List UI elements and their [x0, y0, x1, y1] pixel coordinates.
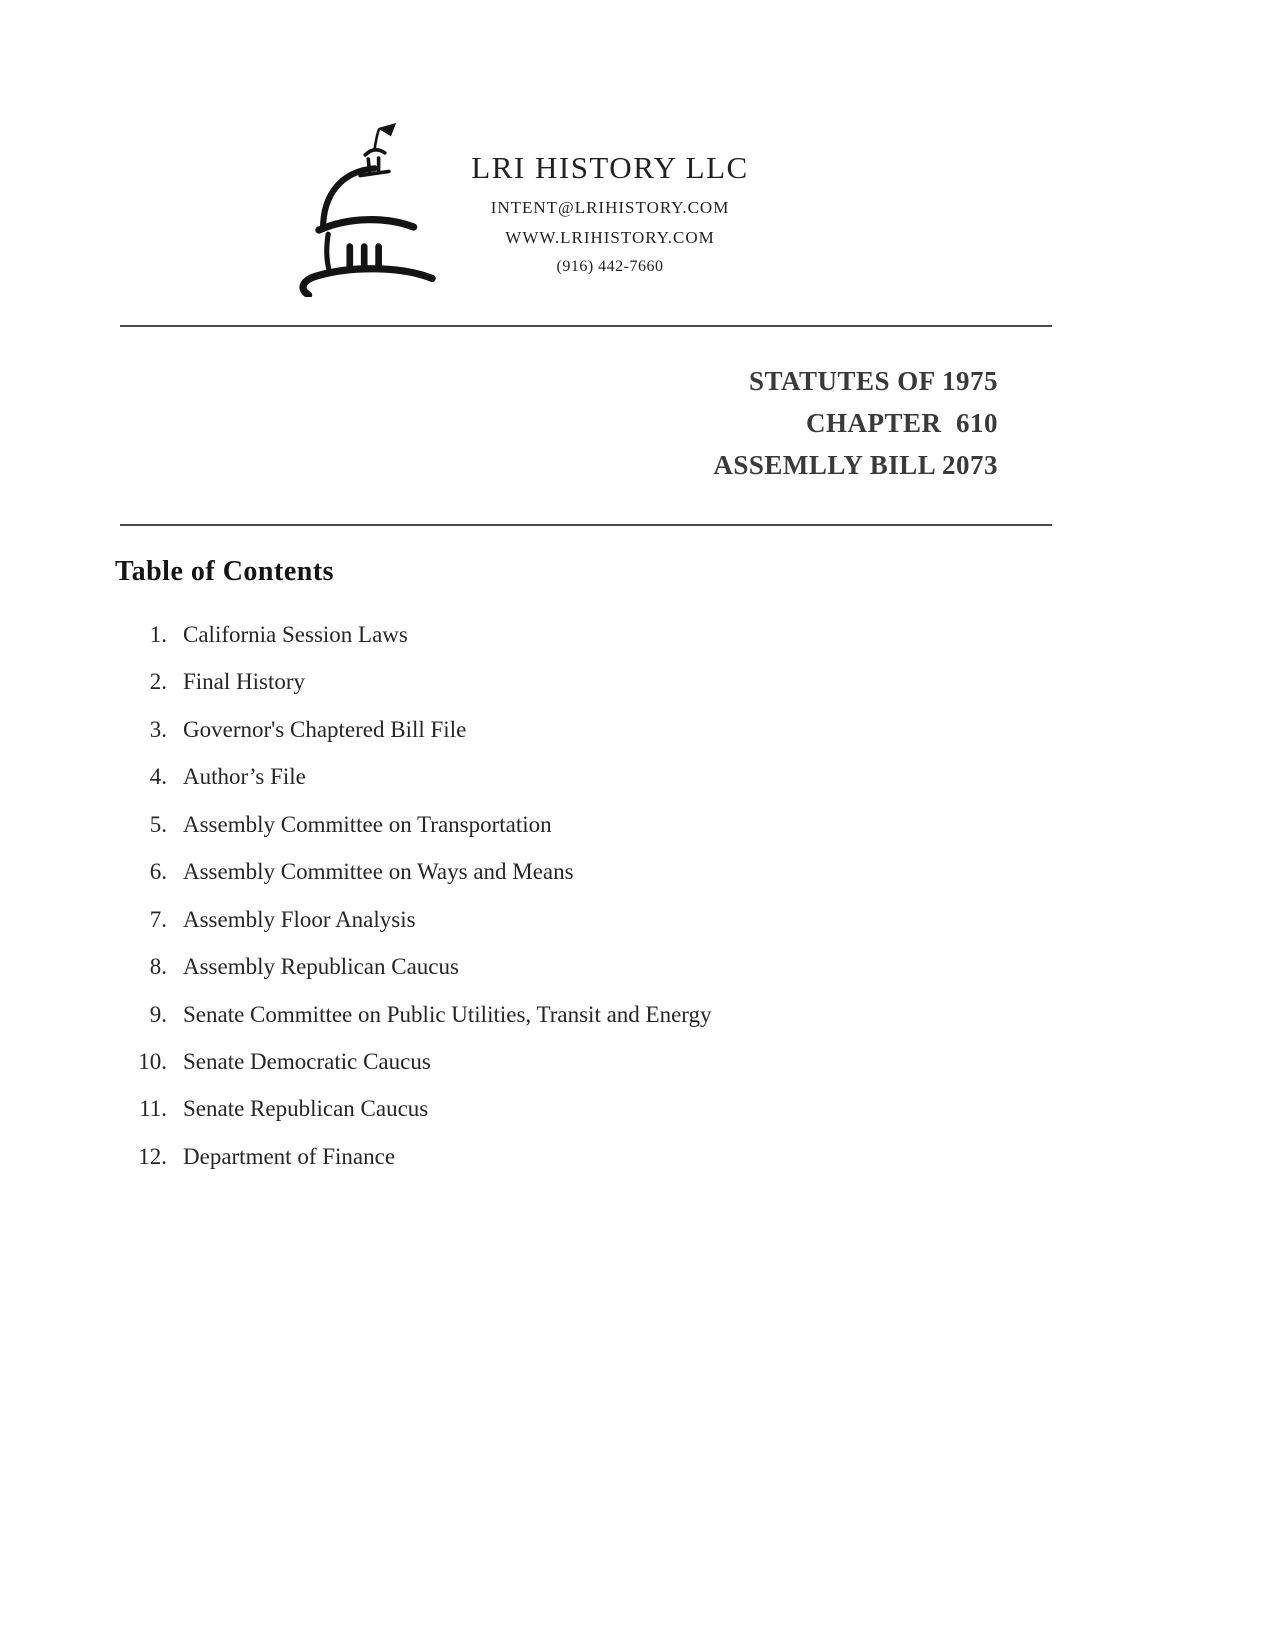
toc-item	[127, 859, 1027, 885]
toc-item-number: 4.	[149, 764, 167, 790]
toc-item-label: Assembly Republican Caucus	[183, 954, 459, 980]
toc-item-label: California Session Laws	[183, 622, 408, 647]
toc-list	[127, 622, 1027, 1191]
letterhead	[420, 150, 800, 276]
toc-item	[127, 954, 1027, 980]
toc-item	[127, 1144, 1027, 1170]
company-phone: (916) 442-7660	[556, 258, 664, 275]
toc-item-label: Final History	[183, 669, 306, 695]
toc-item-label: Assembly Committee on Ways and Means	[183, 859, 574, 885]
divider-bottom	[120, 524, 1052, 526]
toc-item	[127, 812, 1027, 838]
toc-item	[127, 1049, 1027, 1075]
toc-item-number: 11.	[139, 1096, 167, 1122]
toc-item-number: 5.	[149, 811, 167, 837]
toc-item	[127, 764, 1027, 790]
company-name: LRI HISTORY LLC	[471, 150, 749, 185]
chapter-line: CHAPTER 610	[805, 408, 998, 439]
toc-item-label: Senate Committee on Public Utilities, Transit and Energy	[183, 1001, 712, 1027]
company-website: WWW.LRIHISTORY.COM	[505, 228, 715, 247]
toc-item-number: 12.	[138, 1143, 167, 1169]
toc-item	[127, 907, 1027, 933]
toc-item-number: 10.	[138, 1048, 167, 1074]
toc-item-label: Senate Republican Caucus	[183, 1096, 429, 1122]
toc-item-label: Assembly Floor Analysis	[183, 906, 416, 932]
company-email: INTENT@LRIHISTORY.COM	[490, 198, 730, 217]
toc-item-number: 6.	[149, 859, 167, 885]
toc-item	[127, 1096, 1027, 1122]
toc-item	[127, 622, 1027, 648]
toc-item-label: Governor's Chaptered Bill File	[183, 716, 467, 742]
toc-item-number: 1.	[149, 622, 167, 647]
toc-item-label: Department of Finance	[183, 1143, 396, 1169]
toc-item-label: Assembly Committee on Transportation	[183, 811, 552, 837]
toc-item	[127, 669, 1027, 695]
statutes-line: STATUTES OF 1975	[748, 366, 998, 396]
toc-item	[127, 717, 1027, 743]
toc-item-number: 9.	[149, 1001, 167, 1027]
toc-item-label: Senate Democratic Caucus	[183, 1048, 431, 1074]
divider-top	[120, 325, 1052, 327]
statute-title-block	[120, 360, 998, 486]
toc-item	[127, 1002, 1027, 1028]
toc-heading: Table of Contents	[115, 556, 335, 587]
toc-item-number: 7.	[149, 906, 167, 932]
assembly-bill-line: ASSEMLLY BILL 2073	[713, 450, 998, 481]
toc-item-number: 8.	[149, 954, 167, 980]
toc-item-number: 3.	[149, 716, 167, 742]
toc-item-label: Author’s File	[183, 764, 306, 790]
toc-item-number: 2.	[149, 669, 167, 695]
